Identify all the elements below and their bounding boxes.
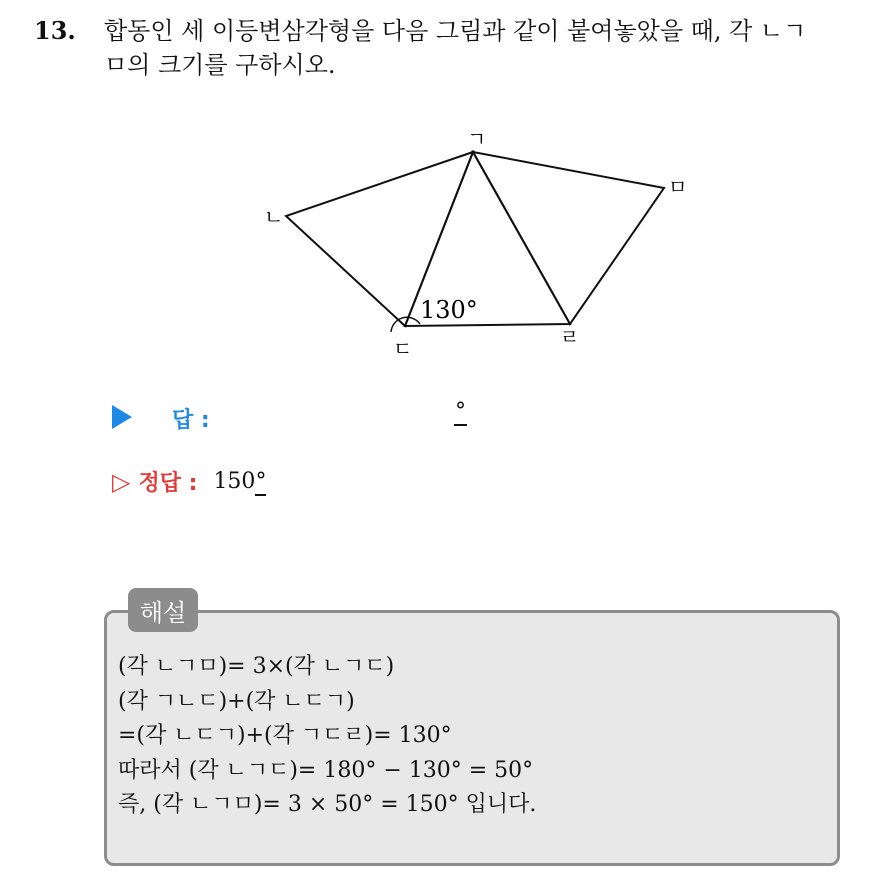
- question-number: 13.: [34, 16, 76, 45]
- triangle-figure: [250, 120, 700, 360]
- correct-number: 150: [213, 469, 256, 494]
- label-n: ㄴ: [264, 205, 284, 229]
- explanation-line: (각 ㄱㄴㄷ)+(각 ㄴㄷㄱ): [118, 688, 355, 714]
- explanation-line: =(각 ㄴㄷㄱ)+(각 ㄱㄷㄹ)= 130°: [118, 723, 452, 748]
- triangle-grm: [473, 152, 664, 324]
- question-line-2: ㅁ의 크기를 구하시오.: [104, 51, 336, 79]
- correct-unit: °: [255, 469, 267, 494]
- play-arrow-icon: [112, 405, 132, 429]
- question-line-1: 합동인 세 이등변삼각형을 다음 그림과 같이 붙여놓았을 때, 각 ㄴㄱ: [104, 17, 807, 45]
- correct-value: [213, 469, 266, 494]
- explanation-lines: [118, 650, 536, 823]
- label-m: ㅁ: [668, 175, 688, 199]
- correct-row: [112, 466, 266, 497]
- explanation-line: 즉, (각 ㄴㄱㅁ)= 3 × 50° = 150° 입니다.: [118, 792, 537, 817]
- answer-row: [112, 399, 466, 433]
- correct-label: 정답 :: [138, 471, 198, 496]
- label-g: ㄱ: [467, 127, 487, 151]
- explanation-line: 따라서 (각 ㄴㄱㄷ)= 180° − 130° = 50°: [118, 757, 534, 783]
- answer-unit: °: [455, 399, 466, 424]
- answer-label: 답 :: [172, 408, 210, 433]
- label-r: ㄹ: [560, 325, 580, 349]
- label-d: ㄷ: [393, 337, 413, 360]
- explanation-line: (각 ㄴㄱㅁ)= 3×(각 ㄴㄱㄷ): [118, 654, 395, 679]
- angle-label: 130°: [420, 296, 478, 324]
- outline-arrow-icon: ▷: [112, 467, 131, 496]
- answer-blank[interactable]: [454, 399, 467, 424]
- explanation-tab: 해설: [128, 588, 198, 632]
- question-text: [104, 14, 864, 82]
